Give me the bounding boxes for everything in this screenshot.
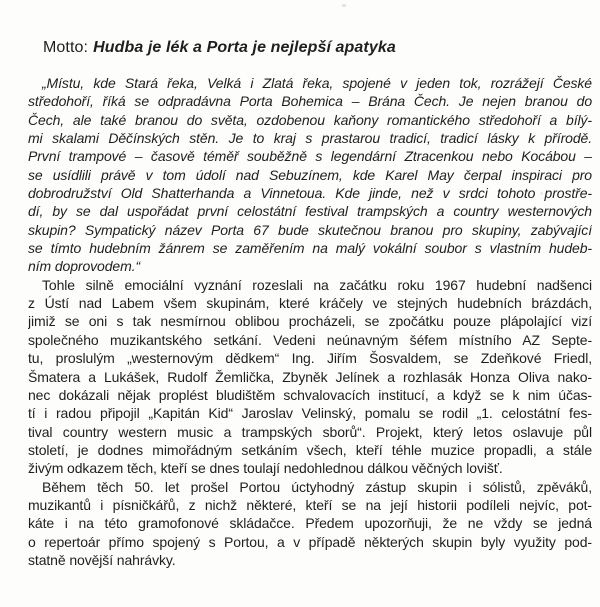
- scan-speck: [540, 192, 543, 195]
- text-line: nec dokázali nějak proplést bludištěm schvalovacích institucí, a když se k nim účas-: [28, 386, 592, 403]
- text-line: První trampové – časově téměř souběžně s legendární Ztracenkou nebo Kocábou –: [28, 148, 592, 165]
- body-text: [28, 74, 592, 569]
- text-line: „Místu, kde Stará řeka, Velká i Zlatá řeka, spojené v jeden tok, rozrážejí České: [42, 75, 592, 91]
- motto-line: [43, 39, 396, 57]
- text-line: dobrodružství Old Shatterhanda a Vinnetoua. Kde jinde, než v srdci tohoto prostře-: [28, 185, 592, 202]
- text-line: tu, proslulým „westernovým dědkem“ Ing. Jiřím Šosvaldem, se Zdeňkové Friedl,: [28, 350, 592, 367]
- motto-text: Hudba je lék a Porta je nejlepší apatyka: [93, 39, 396, 56]
- text-line: o repertoár přímo spojený s Portou, a v případě některých skupin byly využity pod-: [28, 533, 592, 550]
- scan-speck: [342, 4, 346, 7]
- text-line: jimiž se oni s tak nesmírnou oblibou procházeli, se zpočátku pouze plápolající vizí: [28, 313, 592, 330]
- text-line: tival country western music a trampských sborů“. Projekt, který letos oslavuje půl: [28, 423, 592, 440]
- motto-label: Motto:: [43, 39, 89, 56]
- text-line: se usídlili právě v tom údolí nad Sebuzínem, kde Karel May čerpal inspiraci pro: [28, 166, 592, 183]
- text-line: živým odkazem těch, kteří se dnes toulají nedohlednou dálkou věčných lovišť.: [28, 460, 503, 477]
- text-line: muzikantů i písničkářů, z nichž některé, kteří se na její historii podíleli nejvíc, pot-: [28, 496, 592, 513]
- text-line: století, je dodnes mimořádným setkáním všech, kteří téhle muzice propadli, a stále: [28, 441, 592, 458]
- text-line: z Ústí nad Labem všem skupinám, které kráčely ve stejných hudebních brázdách,: [28, 295, 592, 312]
- text-line: dí, by se dal uspořádat první celostátní festival trampských a country westernových: [28, 203, 592, 220]
- text-line: společného muzikantského setkání. Vedeni neúnavným šéfem místního AZ Septe-: [28, 331, 592, 348]
- text-line: statně novější nahrávky.: [28, 551, 176, 568]
- text-line: Čech, ale také branou do světa, ozdobenou kaňony romantického středohoří a bílý-: [28, 111, 592, 128]
- text-line: mi skalami Děčínských stěn. Je to kraj s prastarou tradicí, tradicí lásky k přírodě.: [28, 130, 592, 147]
- text-line: káte i na této gramofonové skládačce. Předem upozorňuji, že ne vždy se jedná: [28, 515, 592, 532]
- text-line: ním doprovodem.“: [28, 258, 141, 275]
- paragraph-festival-history: [28, 276, 592, 478]
- text-line: se tímto hudebním žánrem se zaměřením na malý vokální soubor s vlastním hudeb-: [28, 240, 592, 257]
- paragraph-opening-quote: [28, 74, 592, 276]
- text-line: středohoří, říká se odpradávna Porta Bohemica – Brána Čech. Je nejen branou do: [28, 93, 592, 110]
- text-line: skupin? Sympatický název Porta 67 bude skutečnou branou pro skupiny, zabývající: [28, 221, 592, 238]
- text-line: Tohle silně emociální vyznání rozeslali na začátku roku 1967 hudební nadšenci: [42, 276, 592, 293]
- text-line: tí i radou připojil „Kapitán Kid“ Jaroslav Velinský, pomalu se rodil „1. celostátní fes-: [28, 405, 592, 422]
- text-line: Šmatera a Lukášek, Rudolf Žemlička, Zbyněk Jelínek a rozhlasák Honza Oliva nako-: [28, 368, 592, 385]
- text-line: Během těch 50. let prošel Portou úctyhodný zástup skupin i sólistů, zpěváků,: [42, 478, 592, 495]
- paragraph-record-note: [28, 478, 592, 570]
